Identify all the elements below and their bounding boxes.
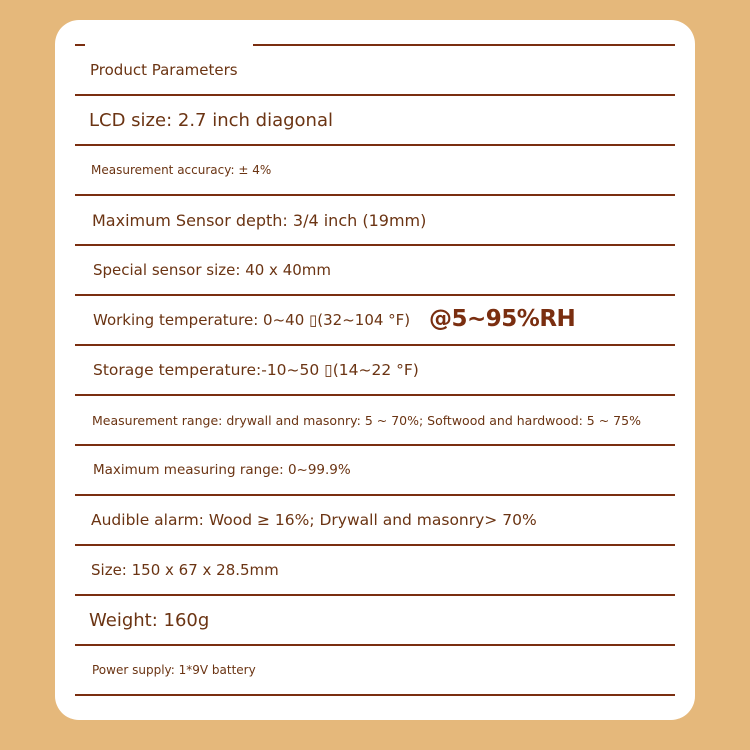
param-label: Maximum Sensor depth: 3/4 inch (19mm): [92, 210, 427, 230]
humidity-note: @5~95%RH: [429, 306, 576, 332]
param-label: Storage temperature:-10~50 ▯(14~22 °F): [93, 361, 419, 379]
param-row-audible-alarm: [75, 496, 675, 546]
param-row-accuracy: [75, 146, 675, 196]
param-row-power-supply: [75, 646, 675, 696]
param-label: Weight: 160g: [89, 609, 210, 631]
param-label: LCD size: 2.7 inch diagonal: [89, 109, 333, 131]
param-row-storage-temperature: [75, 346, 675, 396]
param-label: Measurement accuracy: ± 4%: [91, 163, 272, 177]
param-row-max-measuring-range: [75, 446, 675, 496]
param-row-measurement-range: [75, 396, 675, 446]
param-label: Measurement range: drywall and masonry: 5 ~ 70%; Softwood and hardwood: 5 ~ 75%: [92, 412, 641, 428]
param-label: Special sensor size: 40 x 40mm: [93, 261, 332, 279]
param-label: Working temperature: 0~40 ▯(32~104 °F): [93, 311, 411, 329]
param-label: Maximum measuring range: 0~99.9%: [93, 462, 351, 478]
table-title: Product Parameters: [90, 61, 238, 79]
param-row-size: [75, 546, 675, 596]
param-label: Size: 150 x 67 x 28.5mm: [91, 561, 279, 579]
param-row-lcd-size: [75, 96, 675, 146]
param-label: Power supply: 1*9V battery: [92, 663, 256, 677]
param-row-weight: [75, 596, 675, 646]
param-row-sensor-size: [75, 246, 675, 296]
param-row-working-temperature: [75, 296, 675, 346]
param-label: Audible alarm: Wood ≥ 16%; Drywall and masonry> 70%: [91, 511, 537, 529]
table-header-row: [75, 46, 675, 96]
param-row-sensor-depth: [75, 196, 675, 246]
